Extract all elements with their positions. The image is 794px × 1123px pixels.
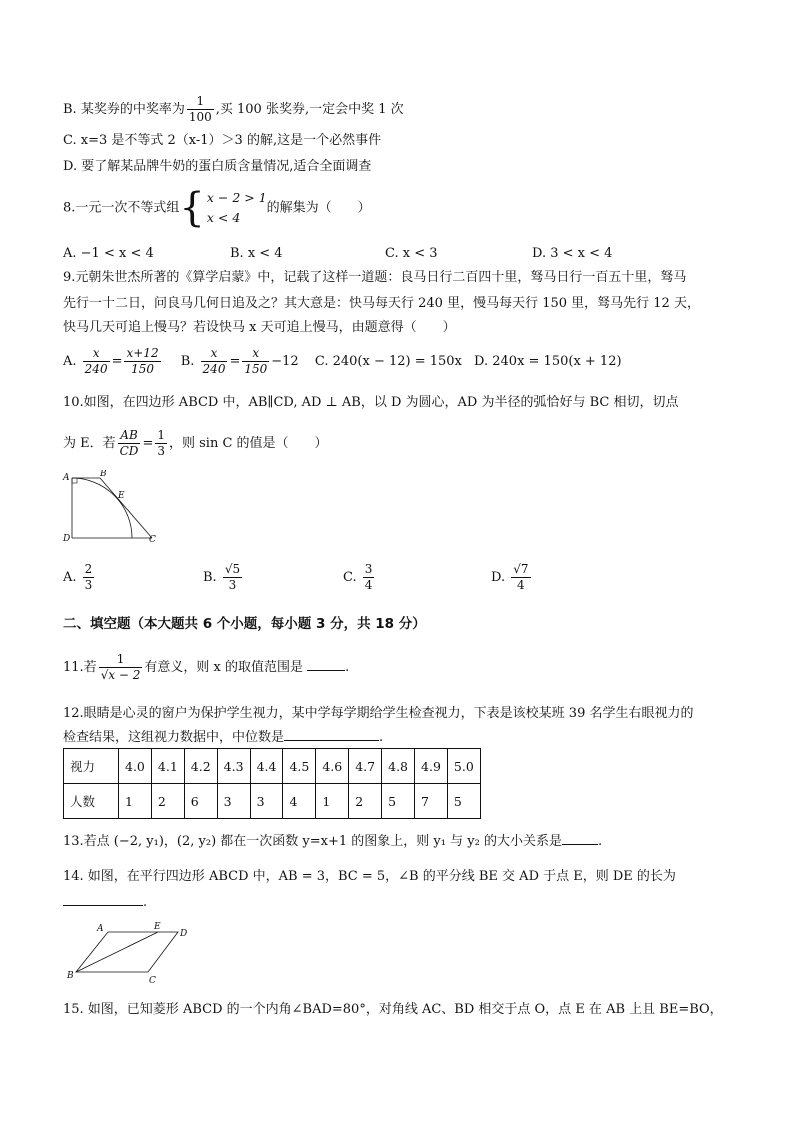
label-a: A — [97, 924, 104, 934]
table-cell: 4.4 — [250, 749, 283, 784]
fraction-denominator: 100 — [188, 110, 212, 124]
label-a: A — [63, 473, 70, 483]
q10-option-c — [343, 562, 376, 593]
q12-text: 检查结果，这组视力数据中，中位数是 — [63, 730, 285, 745]
fraction-numerator: 2 — [84, 562, 93, 576]
fraction-numerator: √7 — [513, 562, 529, 576]
table-row — [64, 749, 481, 784]
inequality-1: x − 2 > 1 — [206, 190, 267, 205]
table-cell: 7 — [415, 784, 448, 819]
table-cell: 4.1 — [151, 749, 184, 784]
q7-b-text: B. 某奖券的中奖率为 — [63, 102, 185, 117]
q10-option-a — [63, 562, 96, 593]
label-d: D — [180, 929, 188, 939]
table-cell: 2 — [151, 784, 184, 819]
q8-stem — [63, 185, 371, 231]
table-cell: 3 — [217, 784, 250, 819]
table-cell: 6 — [184, 784, 217, 819]
q7-option-b — [63, 94, 404, 125]
q7-option-d: D. 要了解某品牌牛奶的蛋白质含量情况,适合全面调查 — [63, 159, 372, 174]
table-cell: 4 — [283, 784, 316, 819]
q12-line-2 — [63, 727, 383, 748]
q9-option-d: D. 240x = 150(x + 12) — [474, 354, 622, 369]
table-cell: 1 — [316, 784, 349, 819]
fraction — [363, 562, 375, 593]
q15-line-1: 15. 如图，已知菱形 ABCD 的一个内角∠BAD=80°，对角线 AC、BD 相交于点 O，点 E 在 AB 上且 BE=BO， — [63, 1002, 723, 1017]
q10-line-1: 10.如图，在四边形 ABCD 中，AB∥CD, AD ⊥ AB，以 D 为圆心，AD 为半径的弧恰好与 BC 相切，切点 — [63, 395, 679, 410]
label-d: D — [63, 534, 71, 544]
fraction — [511, 562, 530, 593]
right-angle-mark — [72, 478, 77, 483]
label-b: B — [100, 470, 107, 479]
label-e: E — [118, 491, 125, 501]
q8-option-c: C. x < 3 — [385, 246, 438, 261]
fraction-denominator: 3 — [223, 577, 242, 593]
fraction — [118, 428, 141, 459]
q14-figure — [64, 920, 194, 990]
q13-text: 13.若点 (−2, y₁)，(2, y₂) 都在一次函数 y=x+1 的图象上，则 y₁ 与 y₂ 的大小关系是 — [63, 834, 562, 849]
option-label: B. — [203, 570, 217, 585]
vision-table — [63, 748, 481, 819]
q8-option-d: D. 3 < x < 4 — [532, 246, 613, 261]
table-cell: 2 — [349, 784, 382, 819]
q13 — [63, 831, 602, 852]
label-e: E — [154, 922, 161, 932]
q10-option-b — [203, 562, 244, 593]
table-header-cell: 视力 — [64, 749, 119, 784]
q9-option-c: C. 240(x − 12) = 150x — [314, 354, 462, 369]
q8-option-a: A. −1 < x < 4 — [63, 246, 154, 261]
arc — [72, 478, 132, 538]
fraction-numerator: 3 — [364, 562, 373, 576]
fraction — [124, 346, 160, 377]
option-label: C. — [343, 570, 357, 585]
q9-a-label: A. — [63, 354, 77, 369]
inequality-2: x < 4 — [206, 210, 241, 225]
fraction-denominator: 150 — [244, 362, 268, 376]
q9-line-3: 快马几天可追上慢马？若设快马 x 天可追上慢马，由题意得（ ） — [63, 320, 456, 335]
q9-options: A. $\frac{x}{240}$ = $\frac{x+12}{150}$ B. $\frac{x}{240}$ = $\frac{x}{150}$ −12 C. 240(x − 12) = 150x D. 240x = 150(x + 12) — [63, 346, 622, 376]
q10-figure — [60, 470, 170, 546]
q11-answer-blank[interactable] — [307, 657, 345, 671]
label-c: C — [149, 535, 156, 545]
q10-line-2 — [63, 428, 328, 459]
table-cell: 5.0 — [447, 749, 480, 784]
q11-text: 11.若 — [63, 660, 97, 675]
q14-answer-blank[interactable] — [63, 892, 143, 906]
q9-line-1: 9.元朝朱世杰所著的《算学启蒙》中，记载了这样一道题：良马日行二百四十里，驽马日行一百五十里，驽马 — [63, 270, 687, 285]
q9-b-label: B. — [180, 354, 195, 369]
q7-b-fraction — [187, 94, 214, 125]
fraction-numerator: x+12 — [126, 346, 159, 360]
fraction-numerator: AB — [118, 428, 141, 444]
q12-line-1: 12.眼睛是心灵的窗户为保护学生视力，某中学每学期给学生检查视力，下表是该校某班 39 名学生右眼视力的 — [63, 706, 694, 721]
q12-answer-blank[interactable] — [284, 727, 379, 741]
fraction — [83, 346, 110, 377]
fraction-numerator: 1 — [187, 94, 214, 110]
fraction — [201, 346, 228, 377]
table-row — [64, 784, 481, 819]
table-header-cell: 人数 — [64, 784, 119, 819]
fraction-numerator: 1 — [99, 652, 143, 668]
fraction-numerator: √5 — [224, 562, 241, 576]
q7-b-text-tail: ,买 100 张奖券,一定会中奖 1 次 — [215, 102, 404, 117]
table-cell: 3 — [250, 784, 283, 819]
fraction-denominator: 150 — [131, 362, 154, 376]
option-label: D. — [491, 570, 506, 585]
table-cell: 4.3 — [217, 749, 250, 784]
fraction-denominator: CD — [119, 444, 139, 458]
table-cell: 1 — [119, 784, 152, 819]
q7-option-c: C. x=3 是不等式 2（x-1）＞3 的解,这是一个必然事件 — [63, 133, 382, 148]
q11-text-tail: 有意义，则 x 的取值范围是 — [144, 660, 304, 675]
q14-line-2 — [63, 892, 147, 913]
parallelogram — [76, 932, 178, 972]
table-cell: 4.6 — [316, 749, 349, 784]
label-b: B — [67, 971, 74, 981]
segment-bc — [100, 478, 152, 538]
fraction-numerator: x — [83, 346, 110, 362]
inequality-system — [207, 188, 267, 228]
q8-stem-text: 8.一元一次不等式组 — [63, 200, 180, 216]
table-cell: 5 — [447, 784, 480, 819]
q9-line-2: 先行一十二日，问良马几何日追及之？其大意是：快马每天行 240 里，慢马每天行 150 里，驽马先行 12 天， — [63, 296, 700, 311]
period: . — [345, 660, 350, 675]
period: . — [597, 834, 603, 849]
fraction — [242, 346, 269, 377]
period: . — [379, 730, 384, 745]
section-heading: 二、填空题（本大题共 6 个小题，每小题 3 分，共 18 分） — [63, 616, 426, 632]
q10-text: 为 E．若 — [63, 436, 116, 451]
q8-option-b: B. x < 4 — [230, 246, 283, 261]
equals-sign: = — [142, 436, 154, 451]
q11 — [63, 652, 349, 683]
q10-text-tail: ，则 sin C 的值是（ ） — [168, 436, 328, 451]
fraction-denominator: 3 — [157, 444, 165, 458]
fraction-denominator: 240 — [84, 362, 108, 376]
table-cell: 4.2 — [184, 749, 217, 784]
fraction-denominator: 3 — [84, 578, 93, 592]
table-cell: 4.5 — [283, 749, 316, 784]
label-c: C — [149, 976, 156, 986]
q8-stem-tail: 的解集为（ ） — [266, 200, 371, 216]
fraction-denominator: √x − 2 — [100, 668, 141, 682]
fraction — [83, 562, 95, 593]
fraction-numerator: x — [201, 346, 228, 362]
fraction-denominator: 4 — [511, 577, 530, 593]
fraction-denominator: 240 — [202, 362, 226, 376]
fraction — [223, 562, 242, 593]
option-label: A. — [63, 570, 77, 585]
q14-line-1: 14. 如图，在平行四边形 ABCD 中，AB = 3，BC = 5，∠B 的平分线 BE 交 AD 于点 E，则 DE 的长为 — [63, 869, 676, 884]
fraction-numerator: x — [242, 346, 269, 362]
table-cell: 4.7 — [349, 749, 382, 784]
q10-option-d — [491, 562, 533, 593]
fraction-numerator: 1 — [157, 428, 165, 442]
fraction — [99, 652, 143, 683]
q13-answer-blank[interactable] — [562, 831, 598, 845]
brace-icon: { — [179, 185, 205, 231]
table-cell: 4.0 — [119, 749, 152, 784]
fraction-denominator: 4 — [364, 578, 373, 592]
table-cell: 4.9 — [415, 749, 448, 784]
segment-be — [76, 932, 158, 972]
period: . — [143, 895, 148, 910]
q9-b-tail: −12 — [271, 354, 299, 369]
table-cell: 5 — [382, 784, 415, 819]
table-cell: 4.8 — [382, 749, 415, 784]
fraction — [155, 428, 167, 459]
